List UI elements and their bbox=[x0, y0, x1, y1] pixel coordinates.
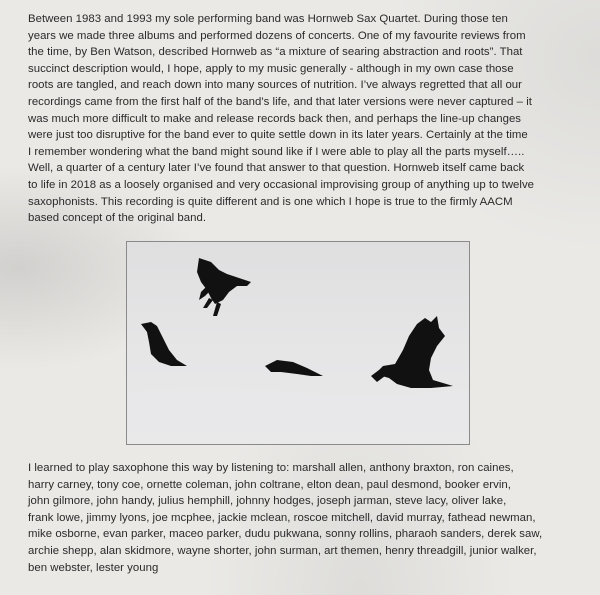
intro-line: Well, a quarter of a century later I’ve found that answer to that question. Hornweb itself came back bbox=[28, 162, 525, 175]
influences-line: I learned to play saxophone this way by listening to: marshall allen, anthony braxton, ron caines, bbox=[28, 462, 514, 474]
standing-crow-left bbox=[141, 322, 187, 366]
wing-raised-crow bbox=[371, 316, 453, 388]
influences-line: john gilmore, john handy, julius hemphill, johnny hodges, joseph jarman, steve lacy, oliver lake, bbox=[28, 495, 507, 508]
influences-paragraph bbox=[28, 460, 576, 576]
crows-illustration bbox=[127, 242, 469, 444]
influences-line: harry carney, tony coe, ornette coleman, john coltrane, elton dean, paul desmond, booker ervin, bbox=[28, 478, 511, 491]
influences-line: frank lowe, jimmy lyons, joe mcphee, jackie mclean, roscoe mitchell, david murray, fathead newman, bbox=[28, 511, 536, 524]
intro-line: I remember wondering what the band might sound like if I were able to play all the parts myself….. bbox=[28, 145, 525, 158]
intro-line: years we made three albums and performed dozens of concerts. One of my favourite reviews from bbox=[28, 29, 526, 42]
intro-line: succinct description would, I hope, apply to my music generally - although in my own case those bbox=[28, 62, 514, 75]
intro-line: were just too disruptive for the band ever to quite settle down in its later years. Certainly at the time bbox=[28, 129, 528, 142]
intro-line: roots are tangled, and reach down into many sources of nutrition. I’ve always regretted that all our bbox=[28, 79, 522, 92]
intro-line: was much more difficult to make and release records back then, and perhaps the line-up changes bbox=[28, 112, 522, 125]
intro-line: the time, by Ben Watson, described Hornweb as “a mixture of searing abstraction and roots”. That bbox=[28, 46, 523, 59]
intro-line: to life in 2018 as a loosely organised and very occasional improvising group of anything up to twelve bbox=[28, 178, 535, 191]
intro-line: based concept of the original band. bbox=[28, 212, 207, 225]
intro-line: Between 1983 and 1993 my sole performing band was Hornweb Sax Quartet. During those ten bbox=[28, 13, 508, 25]
crouching-crow bbox=[265, 360, 323, 376]
influences-line: archie shepp, alan skidmore, wayne shorter, john surman, art themen, henry threadgill, junior walker, bbox=[28, 544, 537, 557]
intro-paragraph bbox=[28, 11, 576, 227]
intro-line: recordings came from the first half of the band’s life, and that later versions were never captured – it bbox=[28, 95, 532, 108]
influences-line: mike osborne, evan parker, maceo parker, dudu pukwana, sonny rollins, pharaoh sanders, derek saw, bbox=[28, 528, 543, 541]
intro-line: saxophonists. This recording is quite different and is one which I hope is true to the firmly AACM bbox=[28, 195, 513, 208]
crows-photo bbox=[126, 241, 470, 445]
flying-crow bbox=[197, 258, 251, 316]
influences-line: ben webster, lester young bbox=[28, 561, 159, 574]
